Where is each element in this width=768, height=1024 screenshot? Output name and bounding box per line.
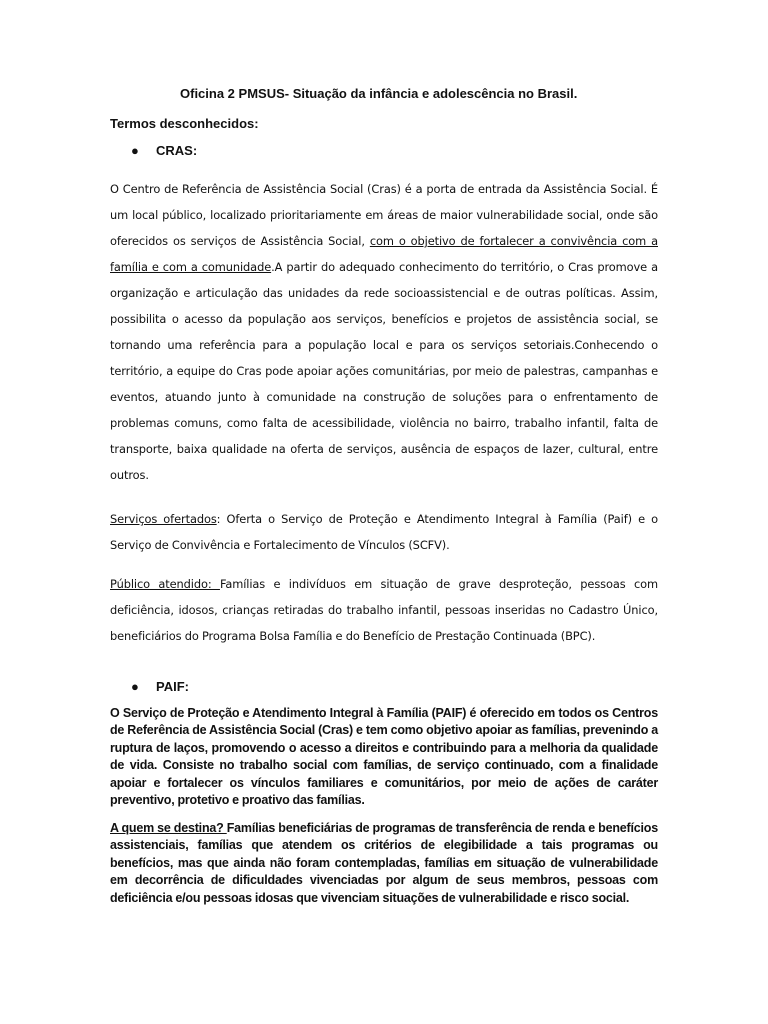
cras-intro-part2: .A partir do adequado conhecimento do território, o Cras promove a organização e articulação das unidades da rede socioassistencial e de outras políticas. Assim, possibilita o acesso da população aos serviços, benefícios e projetos de assistência social, se tornando uma referência para a população local e para os serviços setoriais.Conhecendo o território, a equipe do Cras pode apoiar ações comunitárias, por meio de palestras, campanhas e eventos, atuando junto à comunidade na construção de soluções para o enfrentamento de problemas comuns, como falta de acessibilidade, violência no bairro, trabalho infantil, falta de transporte, baixa qualidade na oferta de serviços, ausência de espaços de lazer, cultural, entre outros. <box>110 260 658 482</box>
paif-intro-paragraph: O Serviço de Proteção e Atendimento Integral à Família (PAIF) é oferecido em todos os Centros de Referência de Assistência Social (Cras) e tem como objetivo apoiar as famílias, prevenindo a ruptura de laços, promovendo o acesso a direitos e contribuindo para a melhoria da qualidade de vida. Consiste no trabalho social com famílias, de serviço continuado, com a finalidade apoiar e fortalecer os vínculos familiares e comunitários, por meio de ações de caráter preventivo, protetivo e proativo das famílias. <box>110 706 658 808</box>
paif-heading <box>131 679 189 694</box>
paif-heading-label: PAIF: <box>156 679 189 694</box>
cras-services-paragraph <box>110 506 658 558</box>
cras-heading <box>131 143 197 158</box>
document-subtitle: Termos desconhecidos: <box>110 116 259 131</box>
cras-heading-label: CRAS: <box>156 143 198 158</box>
paif-target-text: Famílias beneficiárias de programas de transferência de renda e benefícios assistenciais, famílias que atendem os critérios de elegibilidade a tais programas ou benefícios, mas que ainda não foram contempladas, famílias em situação de vulnerabilidade em decorrência de dificuldades vivenciadas por algum de seus membros, pessoas com deficiência e/ou pessoas idosas que vivenciam situações de vulnerabilidade e risco social. <box>110 821 658 905</box>
cras-intro-part1: O Centro de Referência de Assistência Social (Cras) é a porta de entrada da Assistência Social. É um local público, localizado prioritariamente em áreas de maior vulnerabilidade social, onde são oferecidos os serviços de Assistência Social, <box>110 182 658 248</box>
cras-intro-underlined: com o objetivo de fortalecer a convivência com a família e com a comunidade <box>110 234 658 274</box>
bullet-icon: ● <box>131 679 139 694</box>
paif-target-label: A quem se destina? <box>110 821 227 835</box>
paif-target-paragraph <box>110 820 658 907</box>
cras-services-text: : Oferta o Serviço de Proteção e Atendimento Integral à Família (Paif) e o Serviço de Convivência e Fortalecimento de Vínculos (SCFV). <box>110 512 659 552</box>
document-title: Oficina 2 PMSUS- Situação da infância e adolescência no Brasil. <box>180 86 578 101</box>
cras-services-label: Serviços ofertados <box>110 512 217 526</box>
bullet-icon: ● <box>131 143 139 158</box>
cras-public-text: Famílias e indivíduos em situação de grave desproteção, pessoas com deficiência, idosos, crianças retiradas do trabalho infantil, pessoas inseridas no Cadastro Único, beneficiários do Programa Bolsa Família e do Benefício de Prestação Continuada (BPC). <box>110 577 658 643</box>
cras-public-label: Público atendido: <box>110 577 220 591</box>
cras-intro-paragraph <box>110 176 658 488</box>
cras-public-paragraph <box>110 571 658 649</box>
